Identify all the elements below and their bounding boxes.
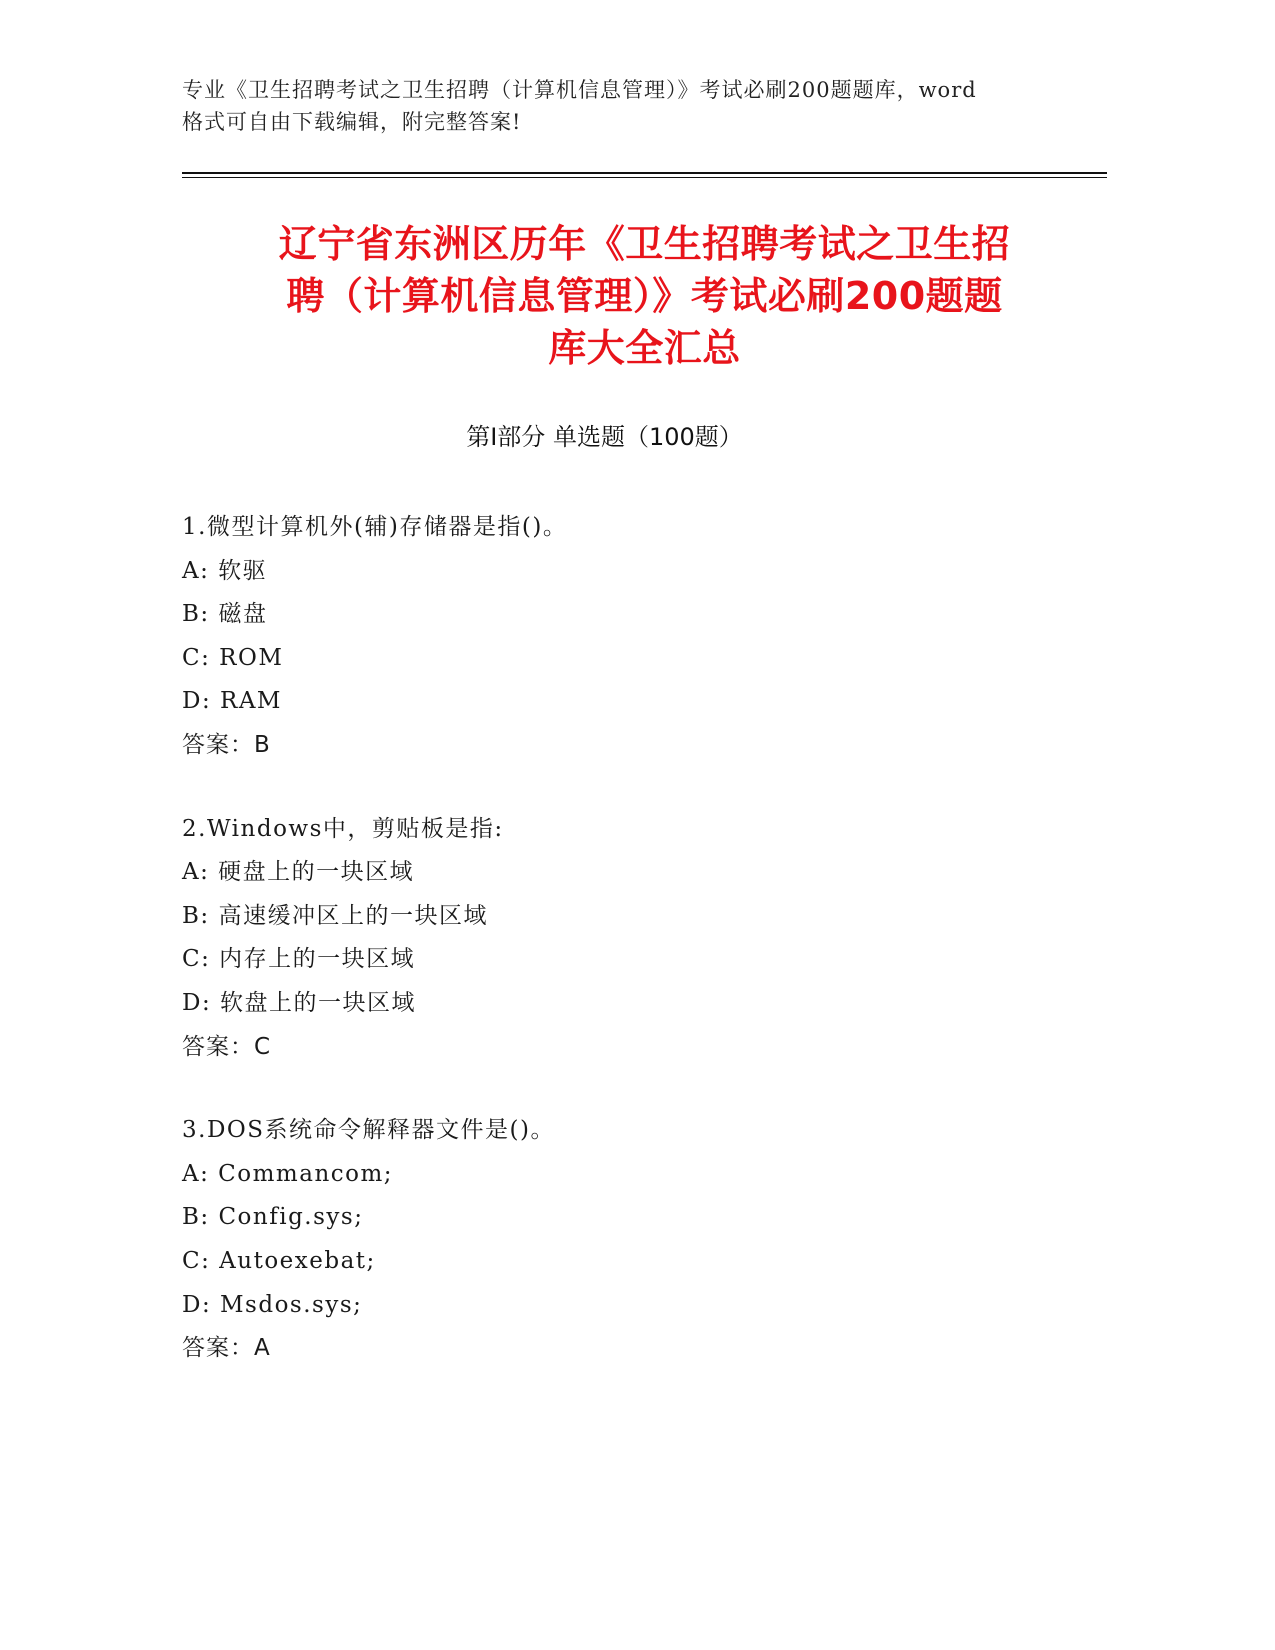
- header-divider-top: [182, 172, 1107, 174]
- answer-line: 答案：C: [182, 1033, 272, 1060]
- option-b: B: 磁盘: [182, 601, 268, 628]
- title-line1: 辽宁省东洲区历年《卫生招聘考试之卫生招: [278, 222, 1011, 266]
- option-c: C: 内存上的一块区域: [182, 946, 416, 973]
- question-2: [182, 808, 1082, 1070]
- option-a: A: Commancom;: [182, 1160, 394, 1187]
- question-stem: 3.DOS系统命令解释器文件是()。: [182, 1117, 555, 1144]
- option-c: C: ROM: [182, 644, 284, 671]
- document-title: [182, 218, 1107, 374]
- answer-line: 答案：A: [182, 1335, 271, 1362]
- option-b: B: 高速缓冲区上的一块区域: [182, 902, 488, 929]
- question-3: [182, 1109, 1082, 1371]
- header-divider-bottom: [182, 177, 1107, 178]
- option-d: D: RAM: [182, 688, 282, 715]
- header-note: [182, 74, 1082, 138]
- option-d: D: 软盘上的一块区域: [182, 989, 417, 1016]
- question-list: [182, 506, 1082, 1411]
- header-note-line1: 专业《卫生招聘考试之卫生招聘（计算机信息管理）》考试必刷200题题库，word: [182, 78, 977, 102]
- header-note-line2: 格式可自由下载编辑，附完整答案!: [182, 110, 522, 134]
- section-heading: 第Ⅰ部分 单选题（100题）: [466, 423, 743, 451]
- option-c: C: Autoexebat;: [182, 1247, 376, 1274]
- option-a: A: 硬盘上的一块区域: [182, 859, 415, 886]
- answer-line: 答案：B: [182, 731, 271, 758]
- option-d: D: Msdos.sys;: [182, 1291, 363, 1318]
- title-line3: 库大全汇总: [548, 326, 741, 370]
- title-line2: 聘（计算机信息管理）》考试必刷200题题: [286, 274, 1003, 318]
- option-b: B: Config.sys;: [182, 1204, 364, 1231]
- question-1: [182, 506, 1082, 768]
- option-a: A: 软驱: [182, 557, 268, 584]
- question-stem: 2.Windows中，剪贴板是指:: [182, 815, 504, 842]
- question-stem: 1.微型计算机外(辅)存储器是指()。: [182, 514, 568, 540]
